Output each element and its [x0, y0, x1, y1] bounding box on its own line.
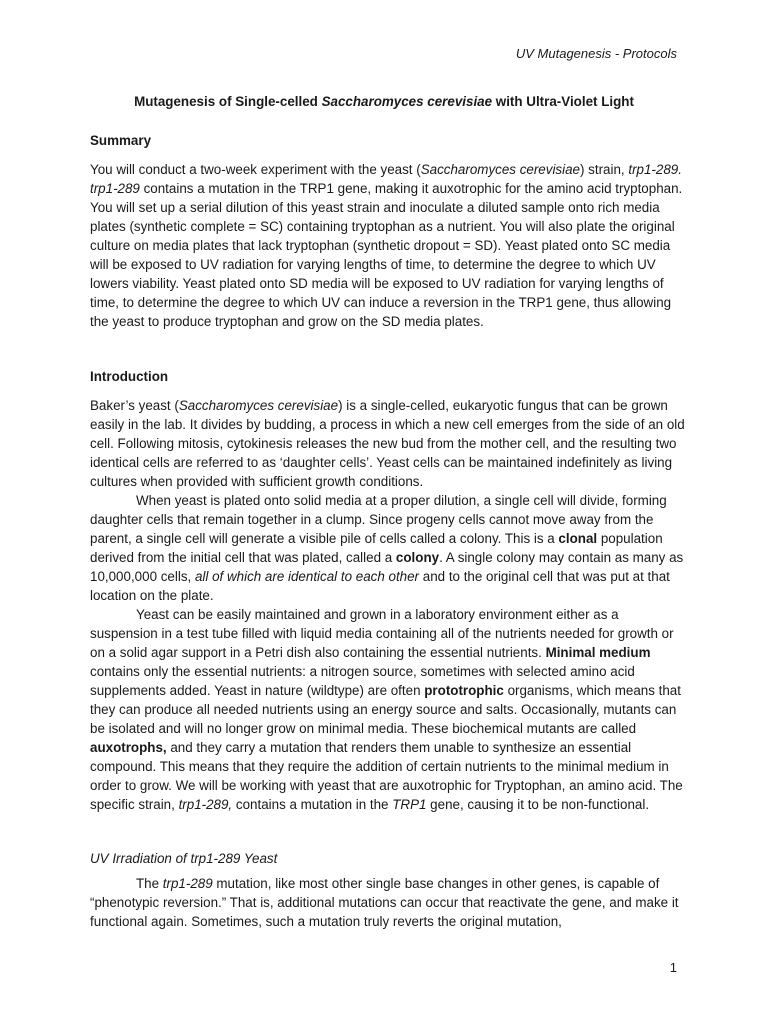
body-text: contains a mutation in the [232, 797, 393, 812]
intro-paragraph-3 [90, 605, 686, 814]
body-text: and to the original cell that was put at that location on the plate. [90, 569, 670, 603]
body-text: ) strain, [579, 162, 629, 177]
term-colony: colony [395, 550, 440, 565]
species-name: Saccharomyces cerevisiae [420, 162, 580, 177]
intro-paragraph-1 [90, 396, 686, 491]
body-text: The [136, 876, 163, 891]
uv-paragraph-1 [90, 874, 686, 931]
body-text: Baker’s yeast ( [90, 398, 179, 413]
body-text: contains a mutation in the TRP1 gene, making it auxotrophic for the amino acid tryptophan. You will set up a serial dilution of this yeast strain and inoculate a diluted sample onto rich media plates (synthetic complete = SC) containing tryptophan as a nutrient. You will also plate the original culture on media plates that lack tryptophan (synthetic dropout = SD). Yeast plated onto SC media will be exposed to UV radiation for varying lengths of time, to determine the degree to which UV lowers viability. Yeast plated onto SD media will be exposed to UV radiation for varying lengths of time, to determine the degree to which UV can induce a reversion in the TRP1 gene, thus allowing the yeast to produce tryptophan and grow on the SD media plates. [90, 181, 683, 329]
body-text: ) is a single-celled, eukaryotic fungus that can be grown easily in the lab. It divides by budding, a process in which a new cell emerges from the side of an old cell. Following mitosis, cytokinesis releases the new bud from the mother cell, and the resulting two identical cells are referred to as ‘daughter cells’. Yeast cells can be maintained indefinitely as living cultures when provided with sufficient growth conditions. [90, 398, 685, 489]
page-number: 1 [669, 960, 677, 975]
introduction-heading: Introduction [90, 369, 169, 384]
emphasis-text: all of which are identical to each other [194, 569, 420, 584]
body-text: You will conduct a two-week experiment with the yeast ( [90, 162, 421, 177]
uv-section [90, 849, 686, 868]
term-auxotrophs: auxotrophs, [90, 740, 167, 755]
strain-name: trp1-289, [178, 797, 233, 812]
term-clonal: clonal [558, 531, 598, 546]
running-head: UV Mutagenesis - Protocols [515, 46, 677, 61]
species-name: Saccharomyces cerevisiae [178, 398, 339, 413]
summary-paragraph [90, 160, 686, 331]
body-text: and they carry a mutation that renders them unable to synthesize an essential compound. This means that they require the addition of certain nutrients to the minimal medium in order to grow. We will be working with yeast that are auxotrophic for Tryptophan, an amino acid. The specific strain, [90, 740, 683, 812]
introduction-body [90, 396, 686, 814]
title-text: with Ultra-Violet Light [492, 94, 634, 109]
intro-paragraph-2 [90, 491, 686, 605]
uv-heading: UV Irradiation of trp1-289 Yeast [90, 851, 278, 866]
body-text: organisms, which means that they can produce all needed nutrients using an energy source and salts. Occasionally, mutants can be isolated and will no longer grow on minimal media. These biochemical mutants are called [90, 683, 681, 736]
summary-section [90, 131, 686, 150]
term-minimal-medium: Minimal medium [545, 645, 651, 660]
gene-name: TRP1 [392, 797, 427, 812]
strain-name: trp1-289. trp1-289 [90, 162, 682, 196]
introduction-section [90, 367, 686, 386]
body-text: . A single colony may contain as many as 10,000,000 cells, [90, 550, 684, 584]
title-text: Mutagenesis of Single-celled [134, 94, 322, 109]
document-title [0, 94, 768, 109]
title-species: Saccharomyces cerevisiae [321, 94, 493, 109]
body-text: contains only the essential nutrients: a nitrogen source, sometimes with selected amino acid supplements added. Yeast in nature (wildtype) are often [90, 664, 635, 698]
body-text: population derived from the initial cell that was plated, called a [90, 531, 663, 565]
summary-heading: Summary [90, 133, 152, 148]
uv-body [90, 874, 686, 931]
body-text: mutation, like most other single base changes in other genes, is capable of “phenotypic reversion.” That is, additional mutations can occur that reactivate the gene, and make it functional again. Sometimes, such a mutation truly reverts the original mutation, [90, 876, 679, 929]
body-text: Yeast can be easily maintained and grown in a laboratory environment either as a suspension in a test tube filled with liquid media containing all of the nutrients needed for growth or on a solid agar support in a Petri dish also containing the essential nutrients. [90, 607, 674, 660]
term-prototrophic: prototrophic [424, 683, 504, 698]
strain-name: trp1-289 [162, 876, 213, 891]
body-text: When yeast is plated onto solid media at a proper dilution, a single cell will divide, forming daughter cells that remain together in a clump. Since progeny cells cannot move away from the parent, a single cell will generate a visible pile of cells called a colony. This is a [90, 493, 667, 546]
body-text: gene, causing it to be non-functional. [426, 797, 650, 812]
